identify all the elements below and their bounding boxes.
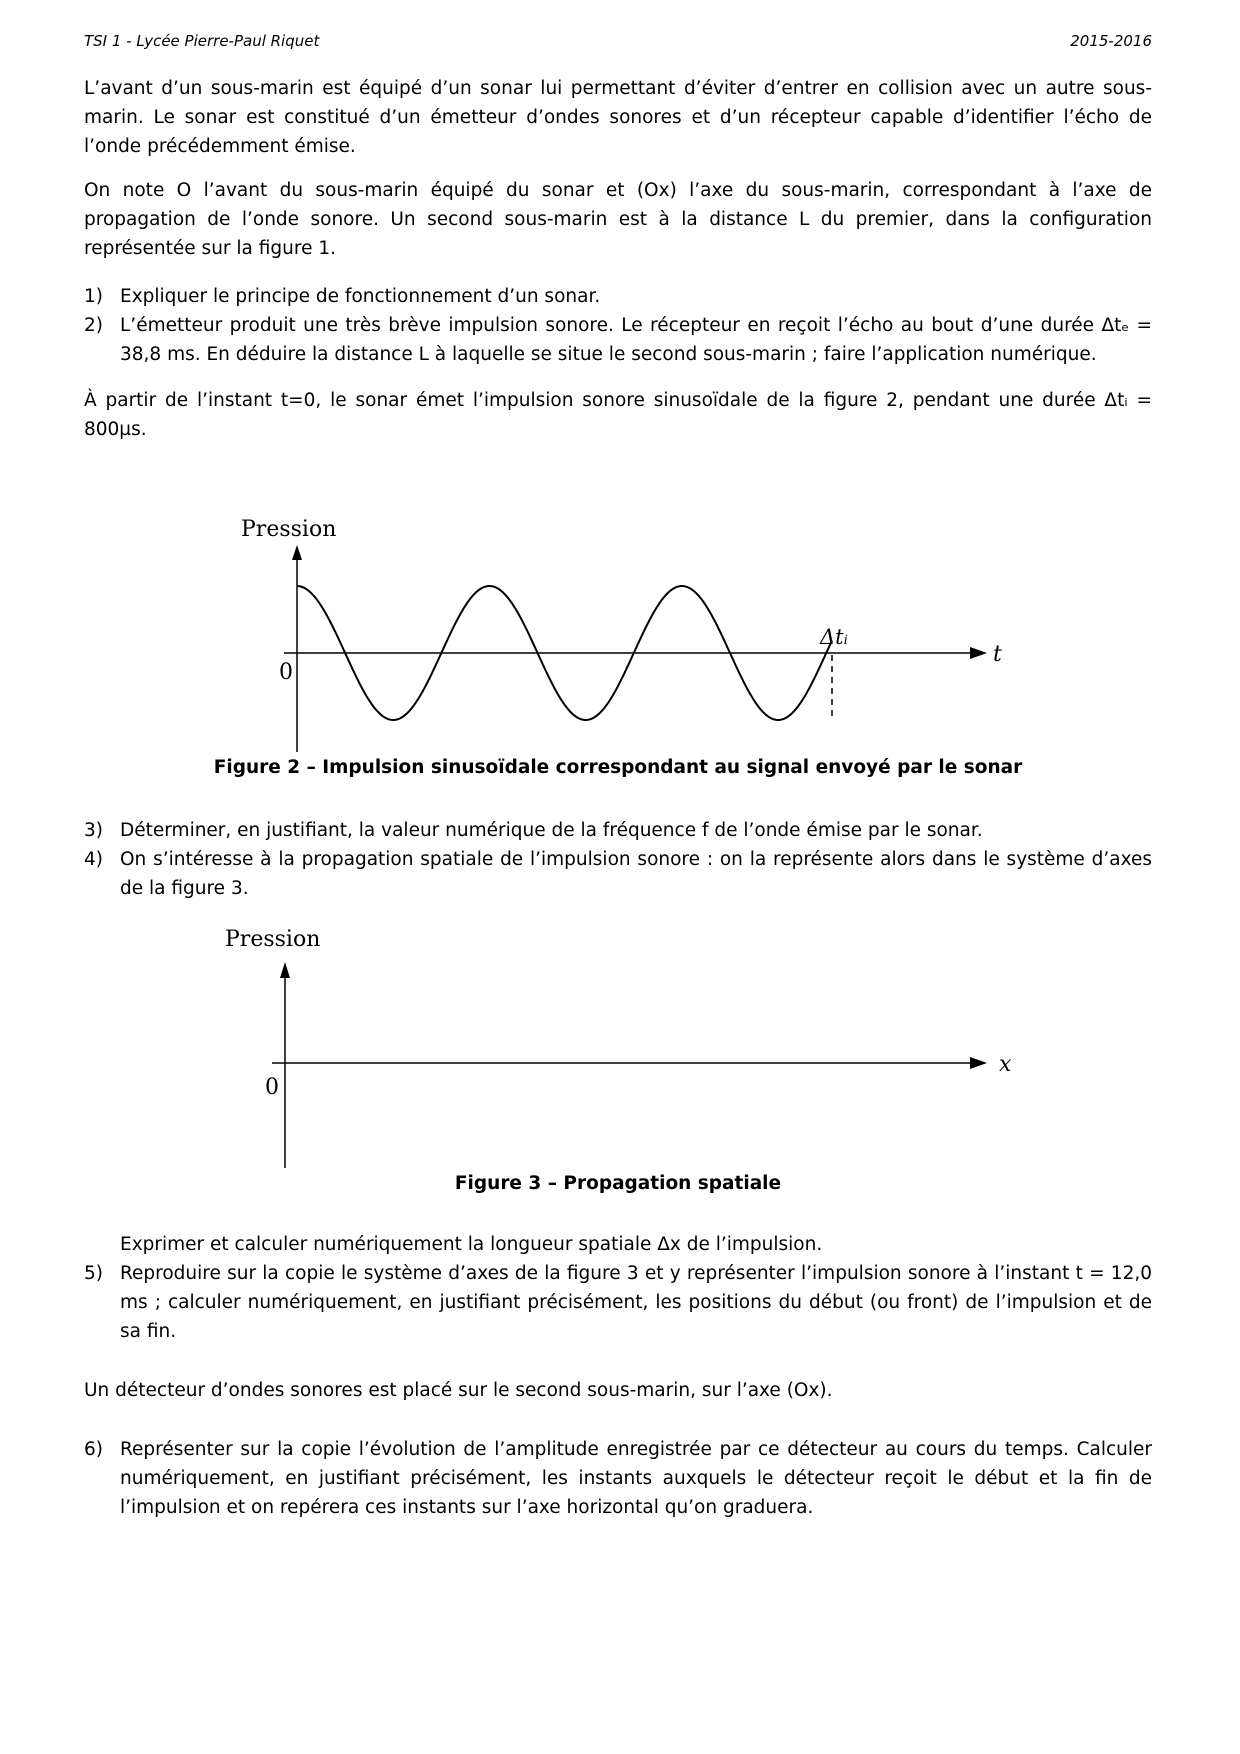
header-school: TSI 1 - Lycée Pierre-Paul Riquet xyxy=(84,32,320,50)
figure-3-origin-label: 0 xyxy=(265,1075,279,1100)
question-number: 2) xyxy=(84,315,103,336)
question-list-c xyxy=(84,1230,1152,1346)
question-number: 1) xyxy=(84,286,103,307)
question-text: L’émetteur produit une très brève impulsion sonore. Le récepteur en reçoit l’écho au bout d’une durée Δtₑ = 38,8 ms. En déduire la distance L à laquelle se situe le second sous-marin ; faire l’application numérique. xyxy=(120,315,1152,365)
intro-paragraph-1: L’avant d’un sous-marin est équipé d’un sonar lui permettant d’éviter d’entrer en collision avec un autre sous-marin. Le sonar est constitué d’un émetteur d’ondes sonores et d’un récepteur capable d’identifier l’écho de l’onde précédemment émise. xyxy=(84,78,1152,157)
figure-3-caption: Figure 3 – Propagation spatiale xyxy=(454,1173,782,1194)
question-4-continued: Exprimer et calculer numériquement la longueur spatiale Δx de l’impulsion. xyxy=(120,1234,823,1255)
question-text: Reproduire sur la copie le système d’axes de la figure 3 et y représenter l’impulsion sonore à l’instant t = 12,0 ms ; calculer numériquement, en justifiant précisément, les positions du début (ou front) de l’impulsion et de sa fin. xyxy=(120,1263,1152,1342)
question-text: Représenter sur la copie l’évolution de l’amplitude enregistrée par ce détecteur au cours du temps. Calculer numériquement, en justifiant précisément, les instants auxquels le détecteur reçoit le début et la fin de l’impulsion et on repérera ces instants sur l’axe horizontal qu’on graduera. xyxy=(120,1439,1152,1518)
question-number: 6) xyxy=(84,1439,103,1460)
question-number: 4) xyxy=(84,849,103,870)
figure-2-caption: Figure 2 – Impulsion sinusoïdale correspondant au signal envoyé par le sonar xyxy=(213,757,1023,778)
question-number: 3) xyxy=(84,820,103,841)
figure-2-delta-t-label: Δtᵢ xyxy=(820,625,848,649)
question-text: Expliquer le principe de fonctionnement d’un sonar. xyxy=(120,286,601,307)
pulse-paragraph: À partir de l’instant t=0, le sonar émet l’impulsion sonore sinusoïdale de la figure 2, pendant une durée Δtᵢ = 800µs. xyxy=(84,390,1152,440)
question-text: Déterminer, en justifiant, la valeur numérique de la fréquence f de l’onde émise par le sonar. xyxy=(120,820,983,841)
figure-3-y-label: Pression xyxy=(225,927,321,952)
figure-3-y-arrow-icon xyxy=(280,962,290,978)
figure-3-x-arrow-icon xyxy=(970,1057,987,1069)
question-number: 5) xyxy=(84,1263,103,1284)
figure-2-y-label: Pression xyxy=(241,517,337,542)
question-list-d xyxy=(84,1435,1152,1522)
question-text: On s’intéresse à la propagation spatiale de l’impulsion sonore : on la représente alors dans le système d’axes de la figure 3. xyxy=(120,849,1152,899)
intro-paragraph-2: On note O l’avant du sous-marin équipé du sonar et (Ox) l’axe du sous-marin, correspondant à l’axe de propagation de l’onde sonore. Un second sous-marin est à la distance L du premier, dans la configuration représentée sur la figure 1. xyxy=(84,180,1152,259)
question-5 xyxy=(84,1259,1152,1346)
figure-2-x-label: t xyxy=(993,642,1002,667)
question-6 xyxy=(84,1435,1152,1522)
figure-2-origin-label: 0 xyxy=(279,660,293,685)
header-year: 2015-2016 xyxy=(1070,32,1152,50)
detector-paragraph: Un détecteur d’ondes sonores est placé sur le second sous-marin, sur l’axe (Ox). xyxy=(84,1380,833,1401)
figure-3-x-label: x xyxy=(999,1052,1012,1077)
